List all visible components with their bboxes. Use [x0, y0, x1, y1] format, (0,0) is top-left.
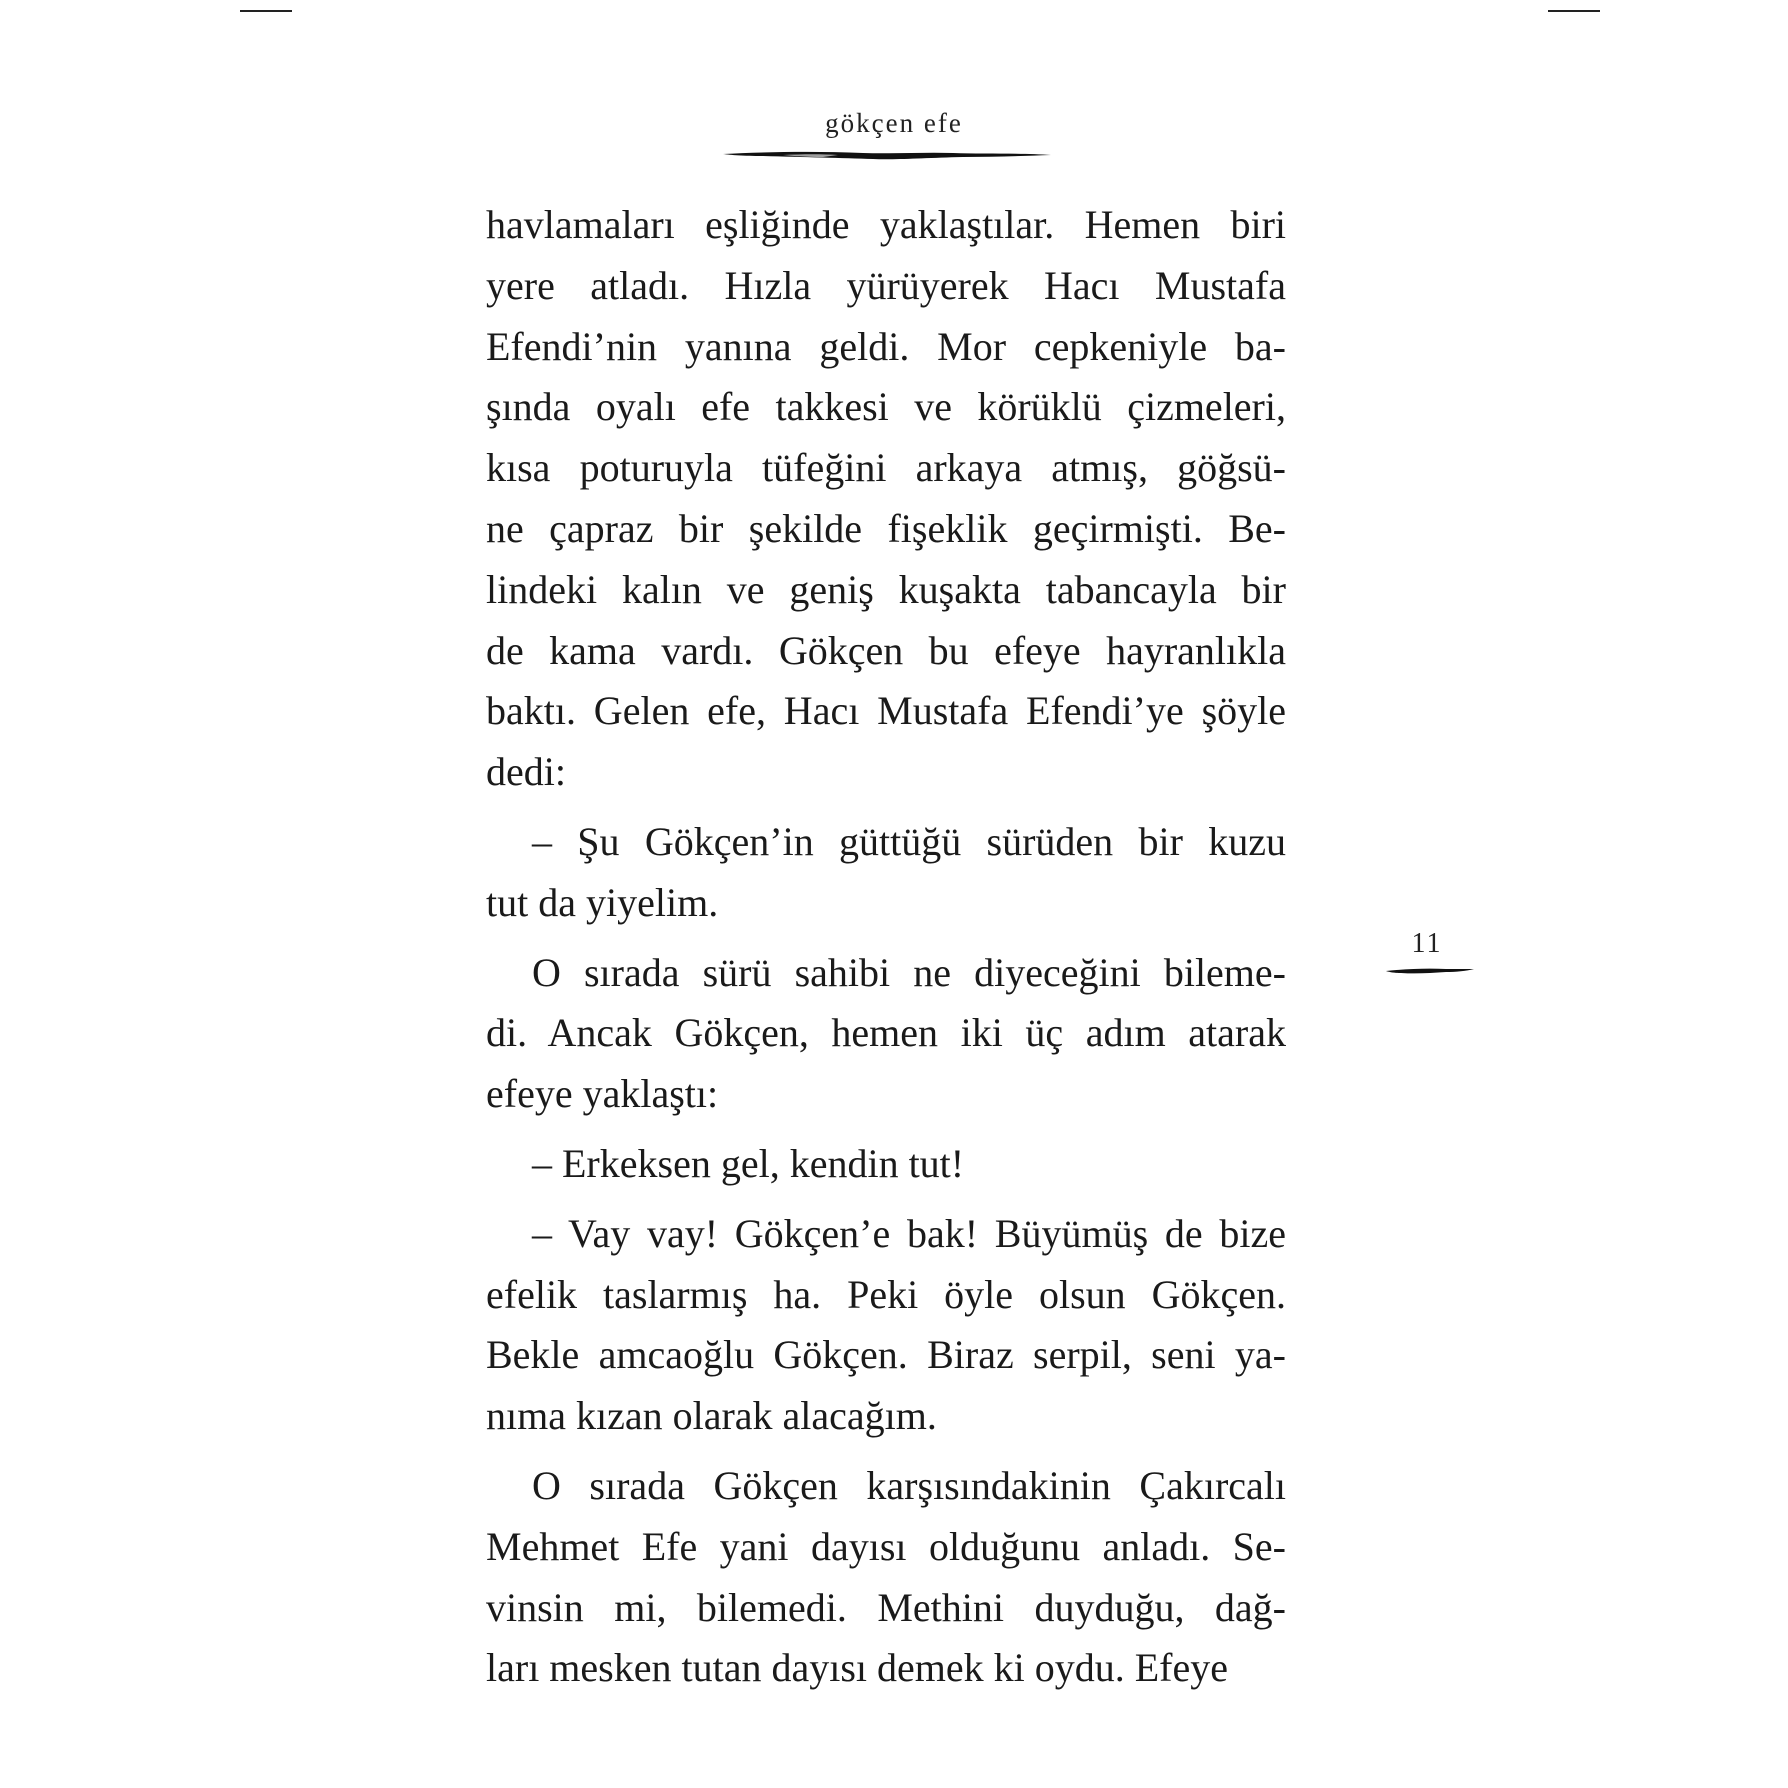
- text-line: ları mesken tutan dayısı demek ki oydu. Efeye: [486, 1645, 1229, 1691]
- text-line: yere atladı. Hızla yürüyerek Hacı Mustafa: [486, 262, 1286, 308]
- text-line: O sırada Gökçen karşısındakinin Çakırcalı: [532, 1462, 1286, 1508]
- text-line: dedi:: [486, 749, 566, 795]
- text-line: tut da yiyelim.: [486, 879, 719, 925]
- text-line: havlamaları eşliğinde yaklaştılar. Hemen biri: [486, 202, 1286, 247]
- text-line: kısa poturuyla tüfeğini arkaya atmış, göğsü-: [486, 445, 1286, 491]
- text-line: efeye yaklaştı:: [486, 1071, 719, 1117]
- text-line: lindeki kalın ve geniş kuşakta tabancayla bir: [486, 566, 1286, 612]
- text-line: nıma kızan olarak alacağım.: [486, 1393, 937, 1439]
- text-line: de kama vardı. Gökçen bu efeye hayranlıkla: [486, 627, 1286, 673]
- text-line: – Şu Gökçen’in güttüğü sürüden bir kuzu: [532, 818, 1286, 864]
- text-line: baktı. Gelen efe, Hacı Mustafa Efendi’ye şöyle: [486, 688, 1286, 734]
- folio: [1386, 928, 1474, 976]
- text-line: O sırada sürü sahibi ne diyeceğini bileme-: [532, 949, 1286, 995]
- text-line: Efendi’nin yanına geldi. Mor cepkeniyle ba-: [486, 323, 1286, 369]
- crop-mark-left: [240, 10, 292, 12]
- text-line: vinsin mi, bilemedi. Methini duyduğu, dağ-: [486, 1584, 1286, 1630]
- page-number-brush-rule: [1386, 964, 1474, 976]
- paragraph: [486, 1134, 1286, 1195]
- text-line: şında oyalı efe takkesi ve körüklü çizmeleri,: [486, 384, 1286, 430]
- paragraph: [486, 812, 1286, 934]
- text-line: Mehmet Efe yani dayısı olduğunu anladı. Se-: [486, 1523, 1286, 1569]
- crop-mark-right: [1548, 10, 1600, 12]
- text-line: Bekle amcaoğlu Gökçen. Biraz serpil, seni ya-: [486, 1332, 1286, 1378]
- body-text: [486, 195, 1286, 1708]
- running-head-title: gökçen efe: [825, 108, 963, 138]
- paragraph: [486, 943, 1286, 1125]
- paragraph: [486, 1204, 1286, 1447]
- text-line: – Vay vay! Gökçen’e bak! Büyümüş de bize: [532, 1210, 1286, 1256]
- text-line: ne çapraz bir şekilde fişeklik geçirmişti. Be-: [486, 505, 1286, 551]
- text-line: – Erkeksen gel, kendin tut!: [532, 1140, 965, 1186]
- header-brush-rule: [723, 148, 1051, 162]
- paragraph: [486, 1456, 1286, 1699]
- page-number: 11: [1411, 928, 1443, 959]
- text-line: efelik taslarmış ha. Peki öyle olsun Gökçen.: [486, 1271, 1286, 1317]
- paragraph: [486, 195, 1286, 803]
- text-line: di. Ancak Gökçen, hemen iki üç adım atarak: [486, 1010, 1286, 1056]
